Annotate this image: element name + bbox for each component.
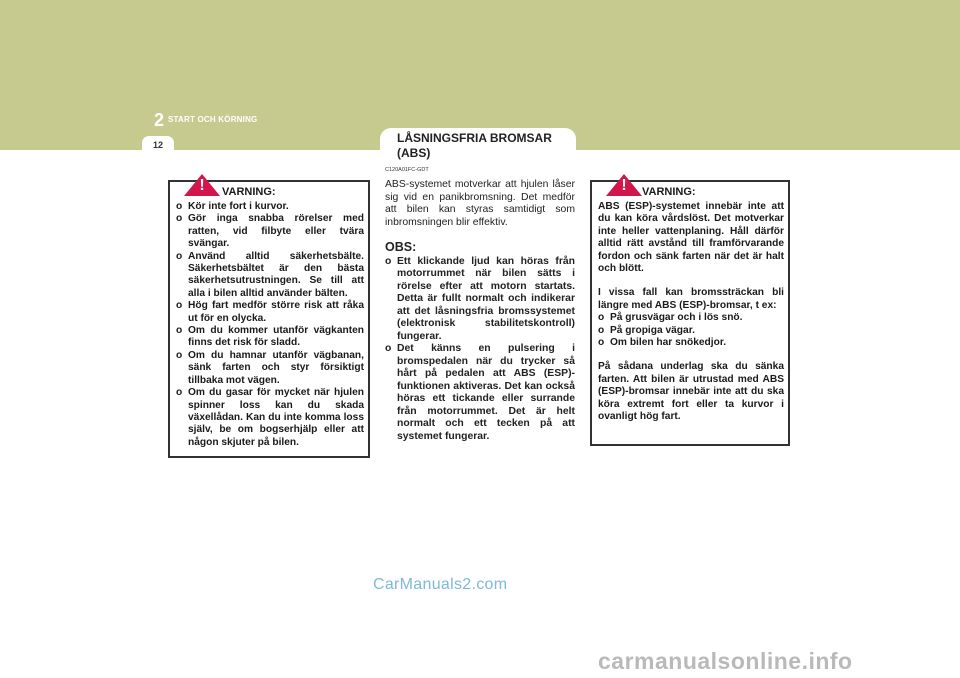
right-warning-list (598, 312, 784, 349)
left-warning-title: VARNING: (222, 186, 276, 198)
left-warning-list (176, 201, 364, 449)
list-item: o Om du hamnar utanför vägbanan, sänk farten och styr försiktigt tillbaka mot vägen. (176, 349, 364, 386)
list-item: o Om bilen har snökedjor. (598, 337, 727, 349)
document-code: C120A01FC-GDT (385, 167, 429, 173)
right-warning-body (598, 201, 784, 424)
list-item: o Hög fart medför större risk att råka ut för en olycka. (176, 300, 364, 324)
section-title: LÅSNINGSFRIA BROMSAR (ABS) (397, 131, 552, 160)
watermark-carmanualsonline: carmanualsonline.info (598, 648, 853, 674)
left-warning-body (176, 201, 364, 449)
obs-heading: OBS: (385, 240, 417, 254)
warning-triangle-icon: ! (184, 174, 220, 194)
list-item: o Om du gasar för mycket när hjulen spinner loss kan du skada växellådan. Kan du inte komma loss själv, be om bogserhjälp eller att någon skjuter på bilen. (176, 387, 364, 448)
chapter-title: START OCH KÖRNING (168, 115, 258, 124)
list-item: o Kör inte fort i kurvor. (176, 201, 289, 212)
obs-list (385, 256, 575, 444)
list-item: o På gropiga vägar. (598, 324, 695, 336)
chapter-number: 2 (154, 110, 165, 130)
right-warning-para-3: På sådana underlag ska du sänka farten. Att bilen är utrustad med ABS (ESP)-bromsar innebär inte att du ska köra extremt fort eller ta kurvor i ovanligt hög fart. (598, 361, 784, 423)
watermark-link-carmanuals2[interactable]: CarManuals2.com (373, 576, 508, 593)
left-warning-box (168, 177, 370, 458)
right-warning-box (590, 177, 790, 446)
list-item: o Ett klickande ljud kan höras från motorrummet när bilen sätts i rörelse efter att motorn startats. Detta är fullt normalt och indikerar att det låsningsfria bromssystemet (elektronisk stabilitetskontroll) fungerar. (385, 255, 575, 342)
list-item: o På grusvägar och i lös snö. (598, 312, 743, 324)
list-item: o Använd alltid säkerhetsbälte. Säkerhetsbältet är den bästa säkerhetsutrustningen. Se till att alla i bilen alltid använder bälten. (176, 250, 364, 299)
abs-description-column (385, 179, 575, 443)
list-item: o Det känns en pulsering i bromspedalen när du trycker så hårt på pedalen att ABS (ESP)-funktionen aktiveras. Det kan också höras ett tickande eller surrande från motorrummet. Det är helt normalt och ett tecken på att systemet fungerar. (385, 343, 575, 442)
list-item: o Gör inga snabba rörelser med ratten, vid filbyte eller tvära svängar. (176, 213, 364, 250)
list-item: o Om du kommer utanför vägkanten finns det risk för sladd. (176, 325, 364, 349)
abs-intro-text: ABS-systemet motverkar att hjulen låser sig vid en panikbromsning. Det medför att bilen kan styras samtidigt som inbromsningen blir effektiv. (385, 179, 575, 228)
right-warning-para-2: I vissa fall kan bromssträckan bli längre med ABS (ESP)-bromsar, t ex: (598, 287, 784, 311)
warning-triangle-icon: ! (606, 174, 642, 194)
right-warning-para-1: ABS (ESP)-systemet innebär inte att du kan köra vårdslöst. Det motverkar inte heller vattenplaning. Håll därför alltid rätt avstånd till framförvarande fordon och sänk farten när det är halt och blött. (598, 201, 784, 275)
right-warning-title: VARNING: (642, 186, 696, 198)
page-number: 12 (153, 140, 164, 150)
